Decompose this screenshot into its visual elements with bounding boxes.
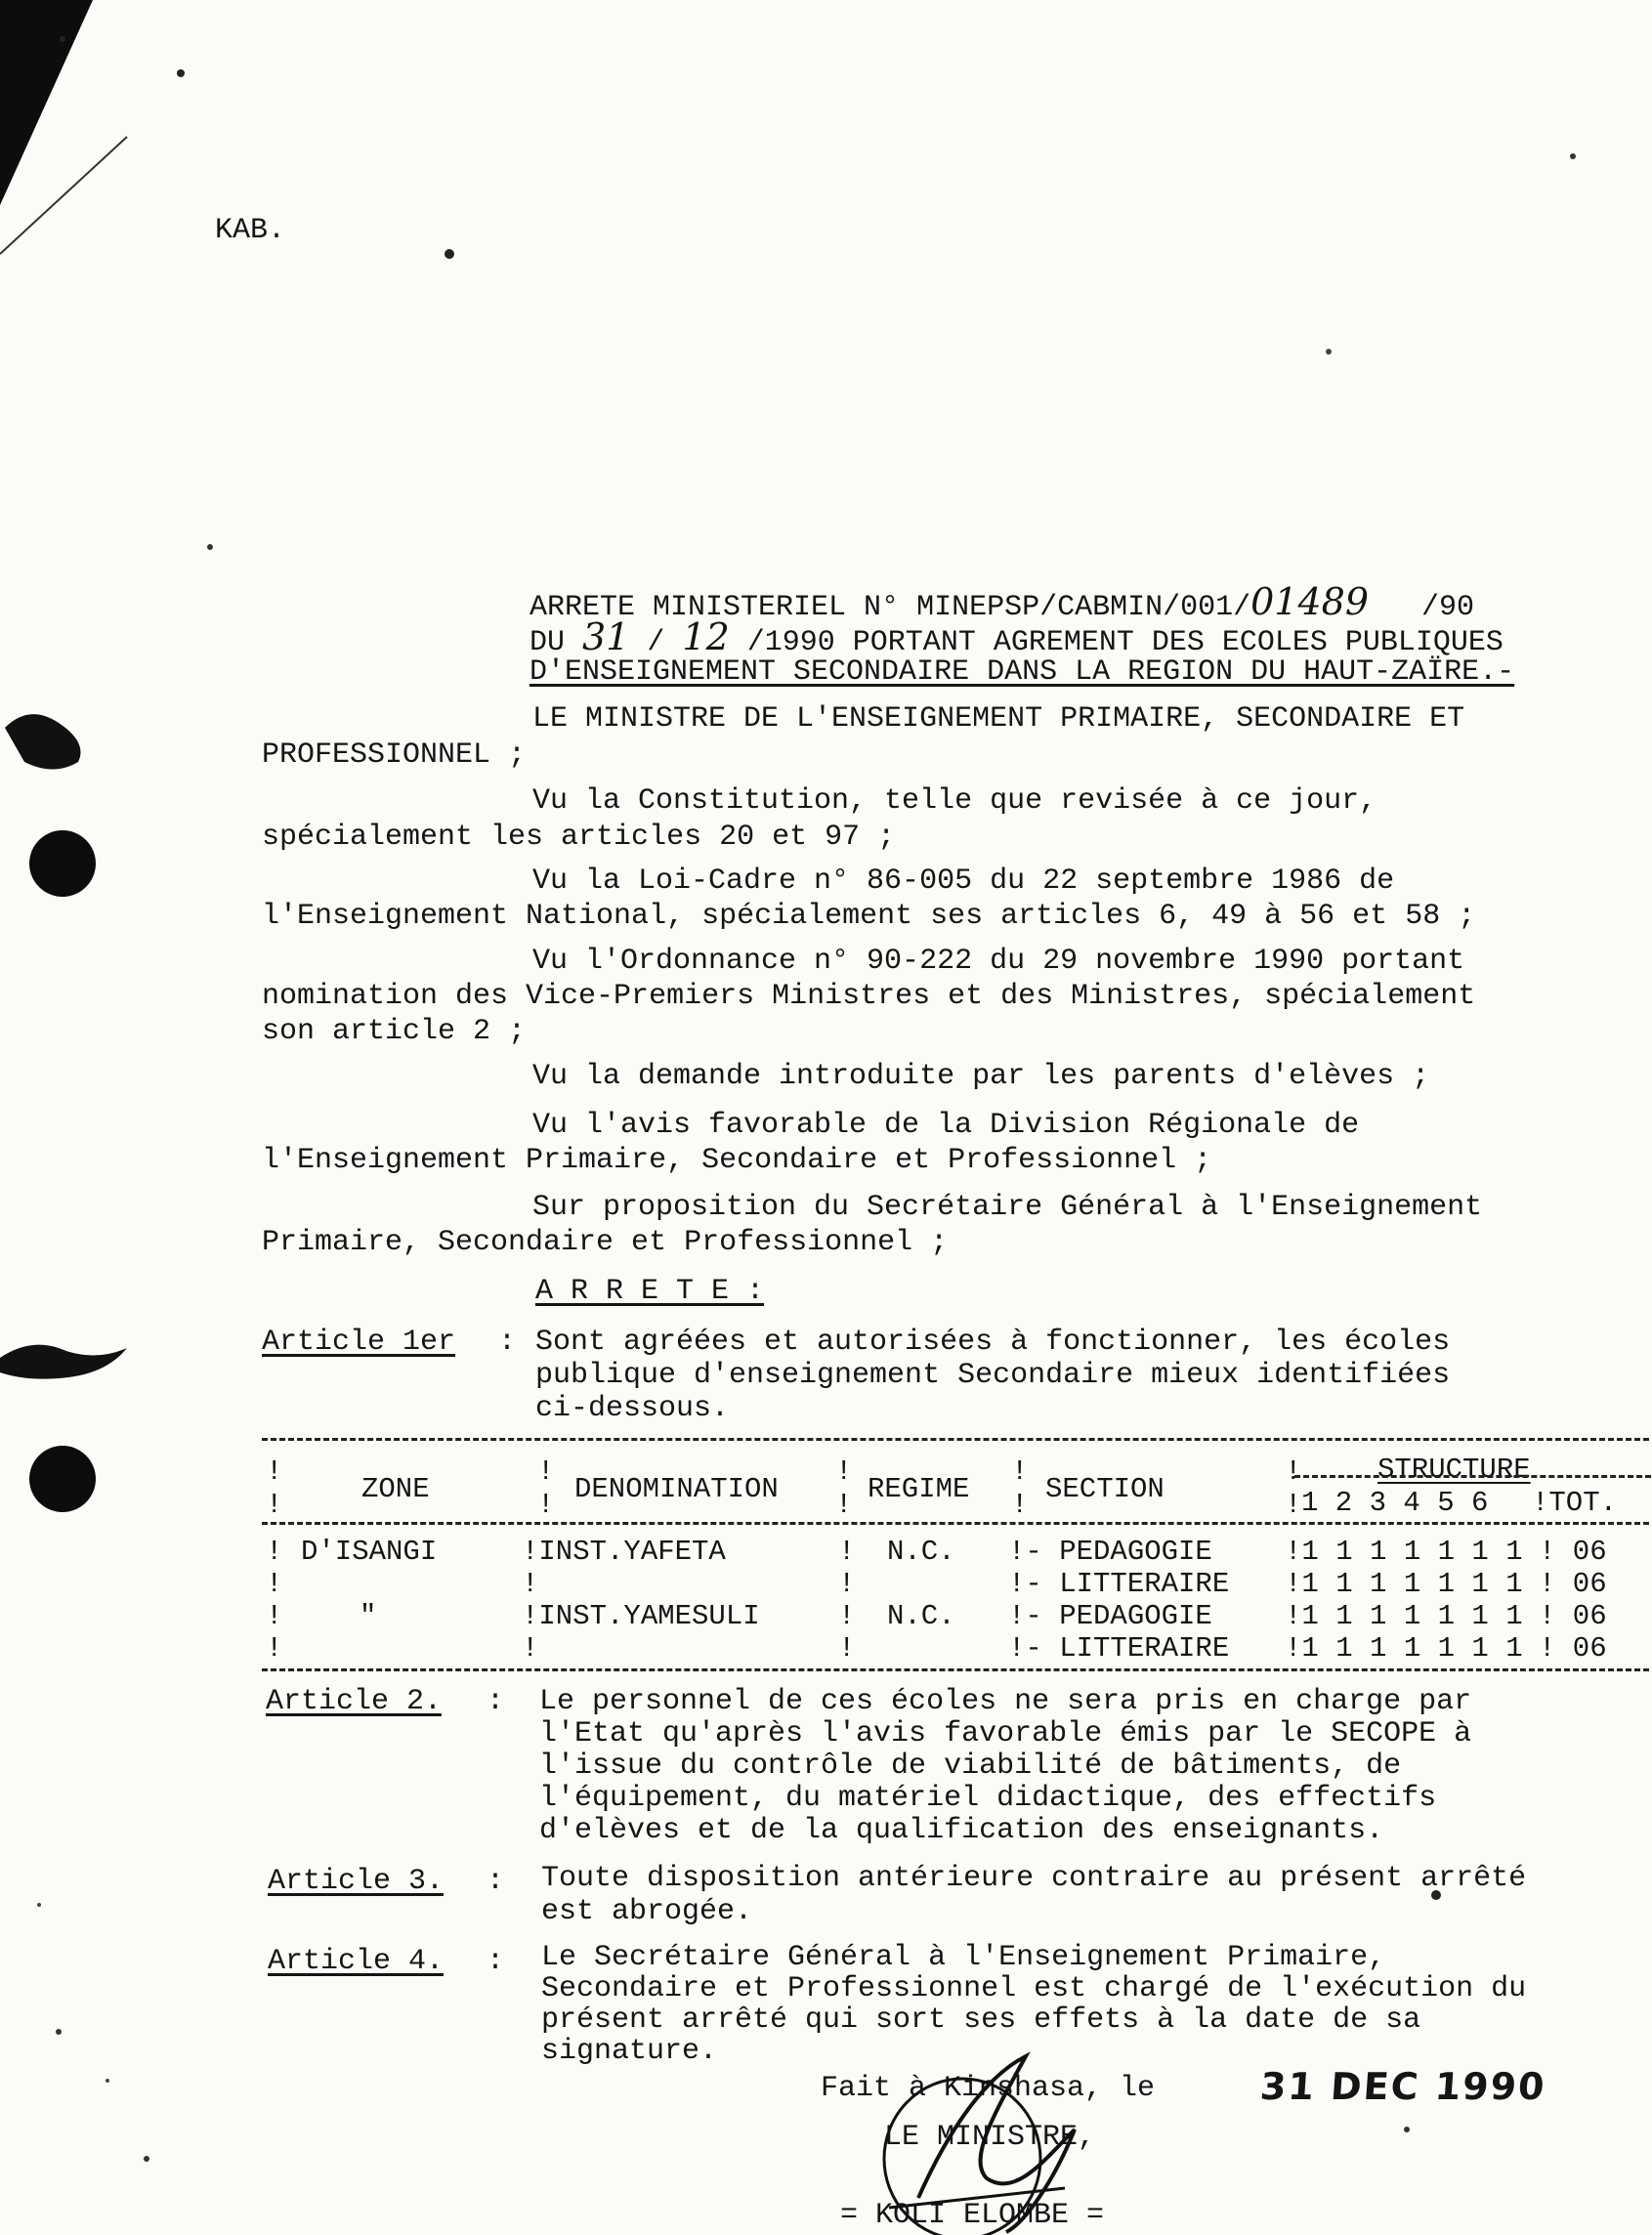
table-border: ! (266, 1600, 283, 1632)
structure-rule (1294, 1475, 1651, 1478)
table-border: ! (266, 1568, 283, 1600)
header-section: SECTION (1045, 1473, 1165, 1505)
place-date: Fait à Kinshasa, le (821, 2072, 1156, 2105)
handwritten-number: 01489 (1250, 580, 1370, 623)
table-border: ! ! (1011, 1455, 1029, 1521)
vu-ordonnance-2: nomination des Vice-Premiers Ministres et des Ministres, spécialement (262, 980, 1476, 1013)
decree-title-line1: ARRETE MINISTERIEL N° MINEPSP/CABMIN/001/01489 /90 (529, 580, 1475, 624)
article4-label: Article 4. (268, 1945, 445, 1978)
table-top-rule (262, 1438, 1649, 1441)
article2-line1: Le personnel de ces écoles ne sera pris en charge par (539, 1685, 1472, 1718)
cell-regime: N.C. (887, 1600, 955, 1632)
table-header-rule (262, 1522, 1649, 1525)
article4-colon: : (487, 1945, 505, 1978)
article4-line3: présent arrêté qui sort ses effets à la date de sa (541, 2003, 1421, 2037)
article3-label: Article 3. (268, 1865, 445, 1898)
decree-title-line2: DU 31 / 12 /1990 PORTANT AGREMENT DES ECOLES PUBLIQUES (529, 615, 1504, 659)
cell-section: !- LITTERAIRE (1008, 1568, 1230, 1600)
table-border: ! (838, 1568, 856, 1600)
article4-line2: Secondaire et Professionnel est chargé de l'exécution du (541, 1972, 1527, 2005)
cell-total: ! 06 (1539, 1568, 1607, 1600)
article2-line3: l'issue du contrôle de viabilité de bâtiments, de (539, 1750, 1402, 1783)
minister-line1: LE MINISTRE DE L'ENSEIGNEMENT PRIMAIRE, SECONDAIRE ET (532, 702, 1465, 736)
cell-zone: D'ISANGI (301, 1536, 438, 1568)
cell-total: ! 06 (1539, 1536, 1607, 1568)
cell-structure: !1 1 1 1 1 1 1 (1285, 1568, 1523, 1600)
article2-line5: d'elèves et de la qualification des enseignants. (539, 1814, 1384, 1847)
cell-denomination: !INST.YAMESULI (522, 1600, 760, 1632)
punch-hole (29, 830, 96, 897)
minister-signature (850, 2051, 1123, 2235)
article1-line2: publique d'enseignement Secondaire mieux identifiées (535, 1359, 1451, 1392)
table-border: ! (266, 1536, 283, 1568)
cell-structure: !1 1 1 1 1 1 1 (1285, 1632, 1523, 1665)
cell-section: !- LITTERAIRE (1008, 1632, 1230, 1665)
cell-structure: !1 1 1 1 1 1 1 (1285, 1536, 1523, 1568)
cell-denomination: !INST.YAFETA (522, 1536, 726, 1568)
cell-denomination: ! (522, 1632, 539, 1665)
cell-section: !- PEDAGOGIE (1008, 1536, 1212, 1568)
cell-total: ! 06 (1539, 1632, 1607, 1665)
cell-structure: !1 1 1 1 1 1 1 (1285, 1600, 1523, 1632)
table-border: ! ! (1285, 1455, 1302, 1521)
article3-line2: est abrogée. (541, 1895, 753, 1928)
table-bottom-rule (262, 1668, 1649, 1671)
table-border: ! (838, 1536, 856, 1568)
article1-label: Article 1er (262, 1326, 456, 1359)
article2-colon: : (487, 1685, 505, 1718)
article2-line2: l'Etat qu'après l'avis favorable émis par le SECOPE à (539, 1717, 1472, 1750)
vu-ordonnance-3: son article 2 ; (262, 1015, 527, 1048)
vu-ordonnance-1: Vu l'Ordonnance n° 90-222 du 29 novembre 1990 portant (532, 945, 1465, 978)
vu-constitution-2: spécialement les articles 20 et 97 ; (262, 821, 896, 854)
cell-total: ! 06 (1539, 1600, 1607, 1632)
article3-colon: : (487, 1865, 505, 1898)
header-total: !TOT. (1532, 1487, 1618, 1519)
reference-code: KAB. (215, 214, 286, 247)
vu-avis-1: Vu l'avis favorable de la Division Régionale de (532, 1109, 1360, 1142)
header-zone: ZONE (361, 1473, 430, 1505)
minister-title: LE MINISTRE, (884, 2121, 1096, 2154)
table-border: ! ! (835, 1455, 853, 1521)
arrete-heading: A R R E T E : (535, 1275, 765, 1308)
vu-loi-cadre-1: Vu la Loi-Cadre n° 86-005 du 22 septembre 1986 de (532, 864, 1395, 898)
article2-label: Article 2. (266, 1685, 443, 1718)
table-border: ! (838, 1632, 856, 1665)
minister-name: = KOLI ELOMBE = (840, 2199, 1105, 2232)
table-border: ! (838, 1600, 856, 1632)
vu-constitution-1: Vu la Constitution, telle que revisée à ce jour, (532, 784, 1377, 818)
article4-line1: Le Secrétaire Général à l'Enseignement Primaire, (541, 1941, 1386, 1974)
table-border: ! (266, 1632, 283, 1665)
sur-proposition-1: Sur proposition du Secrétaire Général à l'Enseignement (532, 1191, 1483, 1224)
article1-line3: ci-dessous. (535, 1392, 730, 1425)
header-levels: 1 2 3 4 5 6 (1301, 1487, 1489, 1519)
punch-hole (29, 1446, 96, 1512)
minister-line2: PROFESSIONNEL ; (262, 738, 527, 772)
article1-colon: : (498, 1326, 517, 1359)
vu-demande: Vu la demande introduite par les parents d'elèves ; (532, 1060, 1430, 1093)
handwritten-day: 31 (582, 615, 630, 658)
header-structure: STRUCTURE (1377, 1454, 1531, 1486)
vu-loi-cadre-2: l'Enseignement National, spécialement ses articles 6, 49 à 56 et 58 ; (262, 900, 1476, 933)
article4-line4: signature. (541, 2035, 718, 2068)
handwritten-month: 12 (682, 615, 730, 658)
article1-line1: Sont agréées et autorisées à fonctionner, les écoles (535, 1326, 1451, 1359)
cell-section: !- PEDAGOGIE (1008, 1600, 1212, 1632)
header-regime: REGIME (868, 1473, 970, 1505)
article3-line1: Toute disposition antérieure contraire au présent arrêté (541, 1862, 1527, 1895)
sur-proposition-2: Primaire, Secondaire et Professionnel ; (262, 1226, 949, 1259)
article2-line4: l'équipement, du matériel didactique, des effectifs (539, 1782, 1437, 1815)
vu-avis-2: l'Enseignement Primaire, Secondaire et Professionnel ; (262, 1144, 1212, 1177)
decree-title-line3: D'ENSEIGNEMENT SECONDAIRE DANS LA REGION DU HAUT-ZAÏRE.- (529, 655, 1515, 689)
cell-regime: N.C. (887, 1536, 955, 1568)
cell-denomination: ! (522, 1568, 539, 1600)
table-border: ! ! (266, 1455, 283, 1521)
header-denomination: DENOMINATION (574, 1473, 779, 1505)
table-border: ! ! (537, 1455, 555, 1521)
cell-zone: " (360, 1600, 377, 1632)
date-stamp: 31 DEC 1990 (1258, 2065, 1548, 2108)
